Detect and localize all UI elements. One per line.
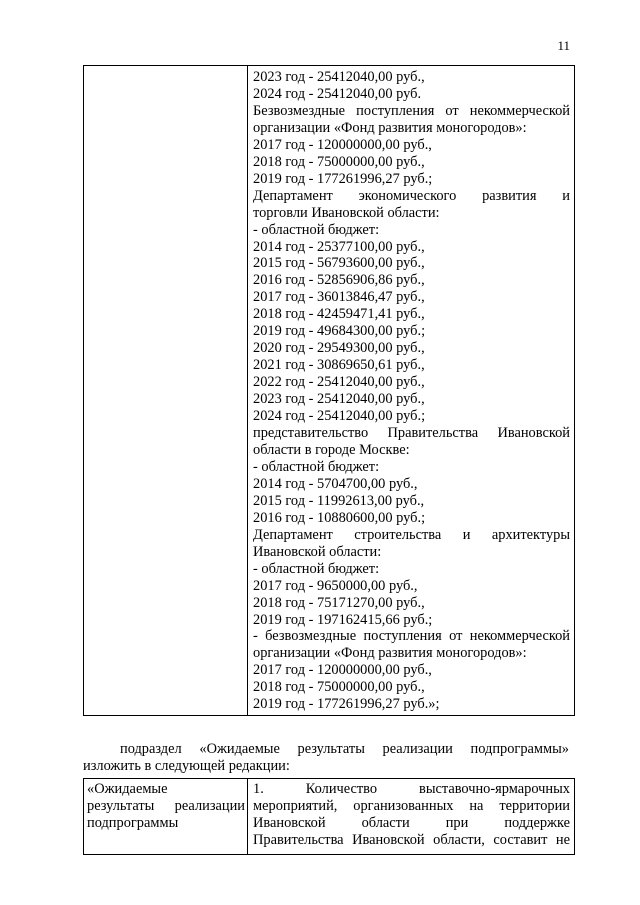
paragraph-line: изложить в следующей редакции: [83, 757, 290, 774]
text-line: организации «Фонд развития моногородов»: [253, 119, 527, 136]
text-line: 2023 год - 25412040,00 руб., [253, 69, 425, 85]
text-line: 2018 год - 42459471,41 руб., [253, 306, 425, 323]
text-line: Правительства Ивановской области, составит не [253, 831, 570, 848]
text-line: 2017 год - 120000000,00 руб., [253, 662, 432, 679]
text-line: 2020 год - 29549300,00 руб., [253, 340, 425, 357]
text-line: 2017 год - 9650000,00 руб., [253, 577, 418, 594]
text-line: 2016 год - 10880600,00 руб.; [253, 509, 426, 526]
text-line: области в городе Москве: [253, 441, 410, 458]
text-line: торговли Ивановской области: [253, 204, 440, 221]
text-line: мероприятий, организованных на территории [253, 797, 570, 814]
text-line: 2019 год - 177261996,27 руб.»; [253, 696, 440, 713]
text-line: 2022 год - 25412040,00 руб., [253, 374, 425, 391]
table-row [84, 779, 575, 855]
text-line: результаты реализации [87, 797, 245, 814]
text-line: 2015 год - 11992613,00 руб., [253, 492, 425, 509]
text-line: - областной бюджет: [253, 458, 380, 475]
text-line: 2024 год - 25412040,00 руб. [253, 85, 422, 102]
text-line: 2016 год - 52856906,86 руб., [253, 272, 425, 289]
section-title-lines [87, 781, 245, 832]
table-cell-section-title [84, 779, 248, 855]
text-line: Департамент строительства и архитектуры [253, 526, 570, 543]
text-line: - безвозмездные поступления от некоммерческой [253, 628, 570, 645]
text-line: 2021 год - 30869650,61 руб., [253, 357, 425, 374]
expected-results-table [83, 778, 575, 855]
text-line: Департамент экономического развития и [253, 187, 570, 204]
body-paragraph [83, 741, 569, 775]
table-row [84, 66, 575, 716]
text-line: 2014 год - 25377100,00 руб., [253, 238, 425, 255]
funding-lines [253, 69, 570, 713]
text-line: 2017 год - 36013846,47 руб., [253, 289, 425, 306]
result-item-first-line [253, 781, 570, 798]
text-line: Ивановской области: [253, 543, 382, 560]
text-line: - областной бюджет: [253, 560, 380, 577]
page-number: 11 [557, 38, 570, 53]
text-line: 2019 год - 49684300,00 руб.; [253, 323, 426, 340]
text-line: 2024 год - 25412040,00 руб.; [253, 408, 426, 425]
text-line: 2018 год - 75000000,00 руб., [253, 679, 425, 696]
text-line: - областной бюджет: [253, 221, 380, 238]
text-line: 2023 год - 25412040,00 руб., [253, 391, 425, 408]
table-cell-funding-details [248, 66, 575, 716]
text-line: «Ожидаемые [87, 781, 168, 797]
paragraph-line: подраздел «Ожидаемые результаты реализации подпрограммы» [120, 741, 569, 757]
text-line: организации «Фонд развития моногородов»: [253, 645, 527, 662]
result-item-lines [253, 798, 570, 849]
result-item-number: 1. [253, 781, 264, 797]
text-line: 2014 год - 5704700,00 руб., [253, 475, 418, 492]
text-line: подпрограммы [87, 814, 179, 831]
text-line: Безвозмездные поступления от некоммерческой [253, 102, 570, 119]
text-line: Ивановской области при поддержке [253, 814, 570, 831]
text-line: 2018 год - 75000000,00 руб., [253, 153, 425, 170]
table-cell-label [84, 66, 248, 716]
text-line: 2017 год - 120000000,00 руб., [253, 136, 432, 153]
text-line: представительство Правительства Ивановской [253, 425, 570, 442]
text-line: 2019 год - 177261996,27 руб.; [253, 170, 433, 187]
funding-table [83, 65, 575, 716]
table-cell-expected-results [248, 779, 575, 855]
result-item-text: Количество выставочно-ярмарочных [305, 781, 570, 797]
text-line: 2018 год - 75171270,00 руб., [253, 594, 425, 611]
text-line: 2019 год - 197162415,66 руб.; [253, 611, 433, 628]
text-line: 2015 год - 56793600,00 руб., [253, 255, 425, 272]
